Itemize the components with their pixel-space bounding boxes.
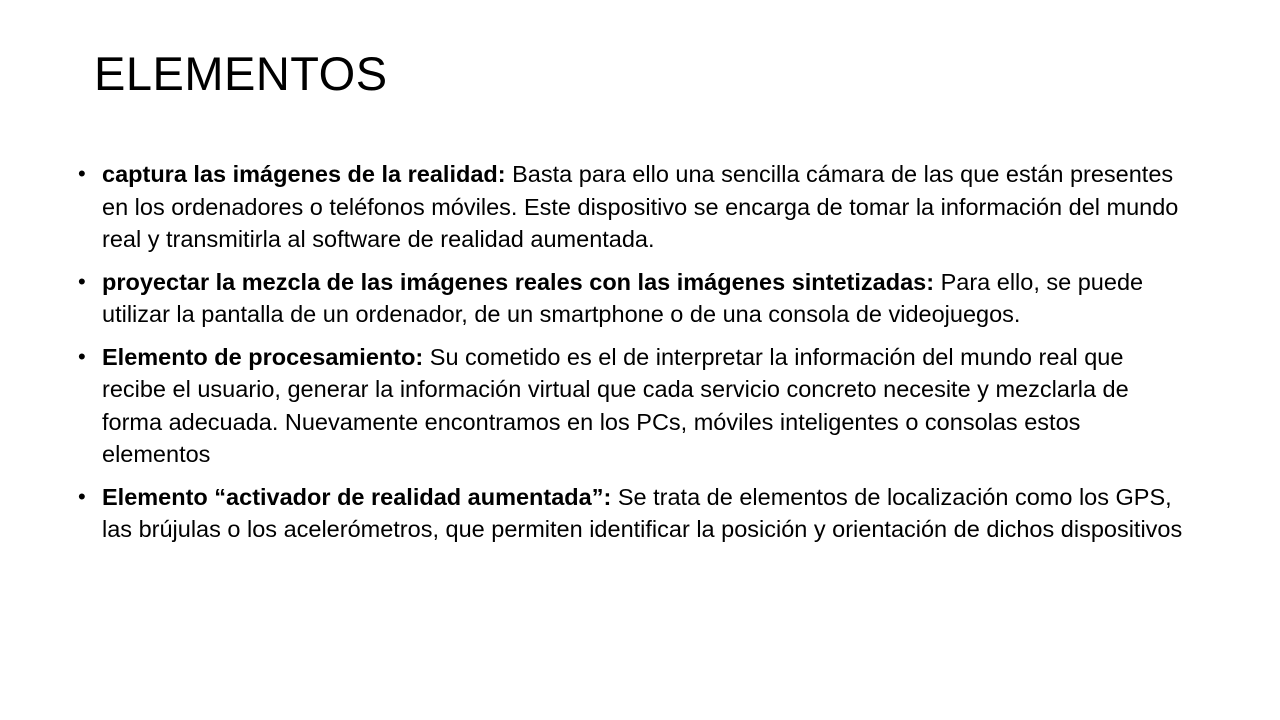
- bullet-term: proyectar la mezcla de las imágenes reales con las imágenes sintetizadas:: [102, 268, 935, 295]
- bullet-text: Para ello, se puede utilizar la pantalla de un ordenador, de un smartphone o de una consola de videojuegos.: [102, 268, 1144, 327]
- bullet-term: Elemento “activador de realidad aumentada”:: [102, 483, 612, 510]
- slide-title: ELEMENTOS: [94, 47, 388, 100]
- bullet-term: captura las imágenes de la realidad:: [102, 161, 506, 187]
- bullet-text: Basta para ello una sencilla cámara de las que están presentes en los ordenadores o teléfonos móviles. Este dispositivo se encarga de tomar la información del mundo real y transmitirla al software de realidad aumentada.: [102, 161, 1179, 252]
- bullet-item: [78, 158, 1188, 256]
- bullet-term: Elemento de procesamiento:: [102, 343, 424, 370]
- bullet-text: Su cometido es el de interpretar la información del mundo real que recibe el usuario, generar la información virtual que cada servicio concreto necesite y mezclarla de forma adecuada. Nuevamente encontramos en los PCs, móviles inteligentes o consolas estos elementos: [102, 343, 1129, 467]
- bullet-dot-icon: •: [78, 161, 86, 186]
- bullet-dot-icon: •: [78, 268, 86, 294]
- bullet-item: [78, 481, 1188, 546]
- bullet-item: [78, 341, 1188, 471]
- bullet-dot-icon: •: [78, 483, 86, 509]
- bullet-item: [78, 266, 1188, 331]
- bullet-list: [78, 158, 1188, 556]
- bullet-text: Se trata de elementos de localización como los GPS, las brújulas o los acelerómetros, que permiten identificar la posición y orientación de dichos dispositivos: [102, 483, 1183, 542]
- bullet-dot-icon: •: [78, 343, 86, 369]
